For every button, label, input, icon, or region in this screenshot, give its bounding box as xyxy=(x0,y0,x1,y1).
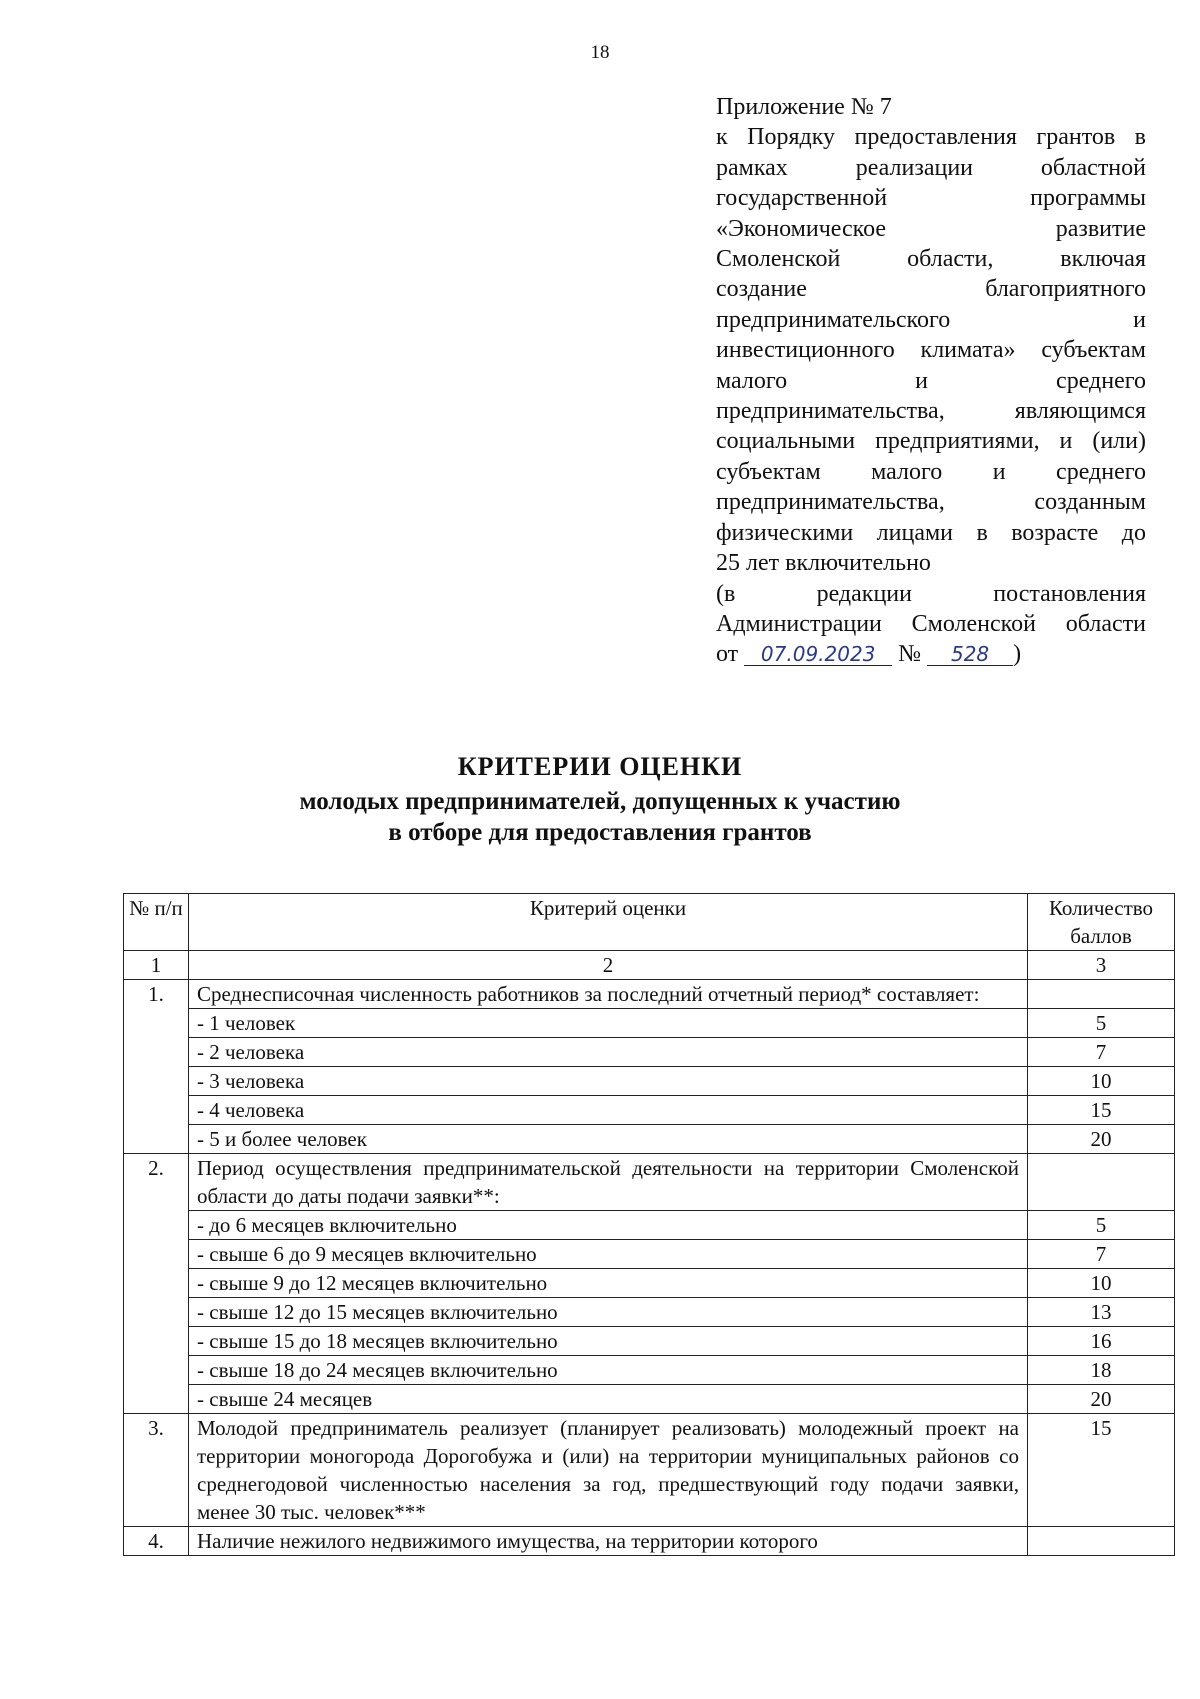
table-header-row xyxy=(124,894,1175,951)
table-subrow xyxy=(124,1067,1175,1096)
option-points: 16 xyxy=(1028,1327,1175,1356)
option-text: - свыше 24 месяцев xyxy=(189,1385,1028,1414)
criterion-number: 3. xyxy=(124,1414,189,1527)
table-row xyxy=(124,980,1175,1009)
heading-sub1: молодых предпринимателей, допущенных к участию xyxy=(299,788,901,815)
appendix-line: предпринимательского и xyxy=(716,306,1146,333)
criterion-text: Молодой предприниматель реализует (планирует реализовать) молодежный проект на территории моногорода Дорогобужа и (или) на территории муниципальных районов со среднегодовой численностью населения за год, предшествующий году подачи заявки, менее 30 тыс. человек*** xyxy=(189,1414,1028,1527)
option-text: - 1 человек xyxy=(189,1009,1028,1038)
appendix-lines xyxy=(716,122,1146,548)
table-subrow xyxy=(124,1385,1175,1414)
option-points: 5 xyxy=(1028,1211,1175,1240)
option-text: - свыше 9 до 12 месяцев включительно xyxy=(189,1269,1028,1298)
criterion-number: 2. xyxy=(124,1154,189,1414)
col-number-2: 2 xyxy=(189,951,1028,980)
criterion-text: Наличие нежилого недвижимого имущества, на территории которого xyxy=(189,1527,1028,1556)
option-text: - свыше 6 до 9 месяцев включительно xyxy=(189,1240,1028,1269)
table-subrow xyxy=(124,1125,1175,1154)
appendix-line: инвестиционного климата» субъектам xyxy=(716,337,1146,364)
table-column-numbers-row xyxy=(124,951,1175,980)
from-label: от xyxy=(716,641,739,668)
appendix-line: государственной программы xyxy=(716,185,1146,212)
appendix-line: субъектам малого и среднего xyxy=(716,458,1146,485)
col-number-3: 3 xyxy=(1028,951,1175,980)
criteria-table xyxy=(123,893,1175,1556)
appendix-line: предпринимательства, созданным xyxy=(716,489,1146,516)
heading-sub2: в отборе для предоставления грантов xyxy=(388,819,812,846)
option-text: - свыше 15 до 18 месяцев включительно xyxy=(189,1327,1028,1356)
table-subrow xyxy=(124,1240,1175,1269)
appendix-edition-line1: (в редакции постановления xyxy=(716,580,1146,607)
appendix-line: «Экономическое развитие xyxy=(716,215,1146,242)
page-number: 18 xyxy=(590,42,610,63)
option-points: 5 xyxy=(1028,1009,1175,1038)
option-points: 7 xyxy=(1028,1240,1175,1269)
option-text: - 5 и более человек xyxy=(189,1125,1028,1154)
appendix-date-line xyxy=(716,639,1146,669)
heading-main: КРИТЕРИИ ОЦЕНКИ xyxy=(457,752,743,781)
criterion-points xyxy=(1028,1154,1175,1211)
option-text: - 3 человека xyxy=(189,1067,1028,1096)
option-text: - свыше 18 до 24 месяцев включительно xyxy=(189,1356,1028,1385)
criterion-points: 15 xyxy=(1028,1414,1175,1527)
criterion-text: Среднесписочная численность работников за последний отчетный период* составляет: xyxy=(189,980,1028,1009)
appendix-line: создание благоприятного xyxy=(716,276,1146,303)
option-points: 7 xyxy=(1028,1038,1175,1067)
table-row xyxy=(124,1414,1175,1527)
table-row xyxy=(124,1527,1175,1556)
option-points: 10 xyxy=(1028,1067,1175,1096)
number-label: № xyxy=(898,641,922,668)
option-text: - 4 человека xyxy=(189,1096,1028,1125)
option-points: 20 xyxy=(1028,1125,1175,1154)
option-text: - до 6 месяцев включительно xyxy=(189,1211,1028,1240)
table-subrow xyxy=(124,1298,1175,1327)
handwritten-date: 07.09.2023 xyxy=(744,643,892,666)
appendix-line-after: 25 лет включительно xyxy=(716,550,931,577)
appendix-block xyxy=(716,92,1146,670)
col-number-1: 1 xyxy=(124,951,189,980)
table-subrow xyxy=(124,1327,1175,1356)
criterion-number: 4. xyxy=(124,1527,189,1556)
appendix-line: малого и среднего xyxy=(716,367,1146,394)
appendix-line: рамках реализации областной xyxy=(716,154,1146,181)
appendix-line: Смоленской области, включая xyxy=(716,246,1146,273)
header-num: № п/п xyxy=(124,894,189,951)
header-points: Количество баллов xyxy=(1028,894,1175,951)
criterion-text: Период осуществления предпринимательской деятельности на территории Смоленской области до даты подачи заявки**: xyxy=(189,1154,1028,1211)
table-subrow xyxy=(124,1038,1175,1067)
appendix-line: физическими лицами в возрасте до xyxy=(716,519,1146,546)
option-points: 10 xyxy=(1028,1269,1175,1298)
header-criterion: Критерий оценки xyxy=(189,894,1028,951)
option-text: - свыше 12 до 15 месяцев включительно xyxy=(189,1298,1028,1327)
criterion-number: 1. xyxy=(124,980,189,1154)
handwritten-number: 528 xyxy=(927,643,1013,666)
option-points: 13 xyxy=(1028,1298,1175,1327)
criterion-points xyxy=(1028,980,1175,1009)
table-subrow xyxy=(124,1356,1175,1385)
appendix-line: социальными предприятиями, и (или) xyxy=(716,428,1146,455)
option-points: 15 xyxy=(1028,1096,1175,1125)
table-row xyxy=(124,1154,1175,1211)
appendix-edition-line2: Администрации Смоленской области xyxy=(716,610,1146,637)
table-subrow xyxy=(124,1269,1175,1298)
option-points: 20 xyxy=(1028,1385,1175,1414)
option-points: 18 xyxy=(1028,1356,1175,1385)
table-subrow xyxy=(124,1096,1175,1125)
table-subrow xyxy=(124,1211,1175,1240)
appendix-line: предпринимательства, являющимся xyxy=(716,398,1146,425)
option-text: - 2 человека xyxy=(189,1038,1028,1067)
close-paren: ) xyxy=(1013,641,1022,668)
appendix-title: Приложение № 7 xyxy=(716,94,892,120)
table-subrow xyxy=(124,1009,1175,1038)
appendix-line: к Порядку предоставления грантов в xyxy=(716,124,1146,151)
criterion-points xyxy=(1028,1527,1175,1556)
